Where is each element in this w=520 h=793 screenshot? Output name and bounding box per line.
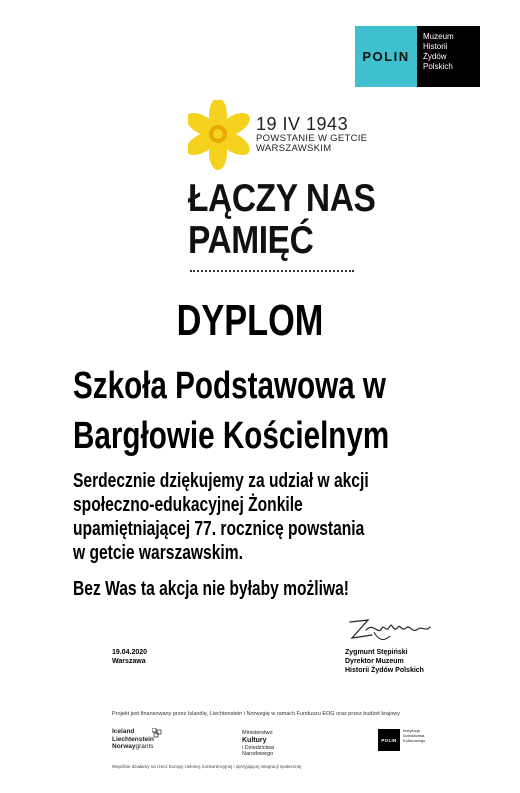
daffodil-icon <box>188 100 250 172</box>
signer-name: Zygmunt Stępiński <box>345 649 408 656</box>
eea-grants-logo <box>112 728 172 754</box>
polin-logo-mark-text: POLIN <box>362 49 410 64</box>
thanks-text-line: w getcie warszawskim. <box>73 542 243 564</box>
ministry-logo-line: Kultury <box>242 736 267 744</box>
issue-date: 19.04.2020 <box>112 649 148 656</box>
eea-logo-line: Liechtenstein <box>112 735 154 743</box>
eea-logo-line: Iceland <box>112 728 135 735</box>
thanks-text-line: Serdecznie dziękujemy za udział w akcji <box>73 470 369 492</box>
polin-small-mark: POLIN <box>378 729 400 751</box>
school-name-line: Szkoła Podstawowa w <box>73 365 386 407</box>
diploma-title: DYPLOM <box>176 296 324 345</box>
campaign-title-line: ŁĄCZY NAS <box>188 177 376 220</box>
polin-small-text <box>403 729 425 743</box>
ministry-logo <box>242 730 274 758</box>
polin-logo-mark <box>355 26 417 87</box>
dotted-divider <box>190 270 354 272</box>
polin-small-logo <box>378 729 425 751</box>
polin-logo-line: Żydów <box>423 52 447 61</box>
funding-note: Projekt jest finansowany przez Islandię, Liechtenstein i Norwegię w ramach Funduszu EOG oraz przez budżet krajowy <box>112 711 400 717</box>
polin-small-line: Instytucja <box>403 728 420 733</box>
polin-small-line: Kulturowego <box>403 737 426 743</box>
eea-logo-line: Norway <box>112 743 136 750</box>
signer-title-line: Dyrektor Muzeum <box>345 658 404 665</box>
signer-title-line: Historii Żydów Polskich <box>345 667 424 674</box>
school-name-line: Bargłowie Kościelnym <box>73 415 390 457</box>
polin-logo-text <box>417 26 480 87</box>
event-date: 19 IV 1943 <box>256 114 349 134</box>
thanks-text-line: społeczno-edukacyjnej Żonkile <box>73 494 303 516</box>
issue-place: Warszawa <box>112 658 146 665</box>
footer-note: Wspólnie działamy na rzecz Europy zielonej, konkurencyjnej i sprzyjającej integracji społecznej <box>112 764 302 769</box>
eea-logo-line: grants <box>135 743 154 750</box>
campaign-title-line: PAMIĘĆ <box>188 219 314 262</box>
ministry-logo-line: Narodowego <box>242 751 274 757</box>
polin-logo-line: Polskich <box>423 62 453 71</box>
event-title-line: WARSZAWSKIM <box>256 143 332 154</box>
eea-mark-icon <box>152 728 162 738</box>
event-title-line: POWSTANIE W GETCIE <box>256 133 368 144</box>
polin-museum-logo <box>355 26 480 87</box>
thanks-text-line: upamiętniającej 77. rocznicę powstania <box>73 518 365 540</box>
ministry-logo-line: i Dziedzictwa <box>242 744 275 751</box>
polin-small-line: Dziedzictwa <box>403 732 425 738</box>
signature <box>344 612 436 644</box>
closing-text: Bez Was ta akcja nie byłaby możliwa! <box>73 578 349 600</box>
ministry-logo-line: Ministerstwo <box>242 730 273 736</box>
polin-logo-line: Muzeum <box>423 32 454 41</box>
polin-logo-line: Historii <box>423 42 448 51</box>
